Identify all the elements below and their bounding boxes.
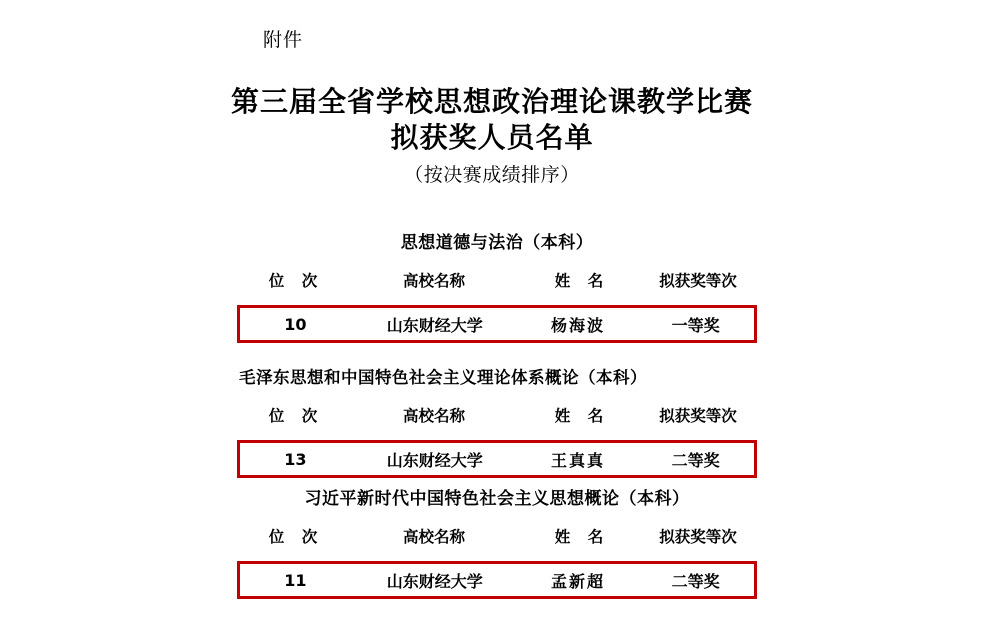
column-header-name: 姓 名 — [554, 528, 610, 546]
column-header-award: 拟获奖等次 — [659, 528, 737, 546]
column-header-rank: 位 次 — [268, 407, 324, 425]
cell-award: 二等奖 — [671, 571, 720, 591]
section-course-1 — [237, 228, 757, 343]
table-row — [237, 305, 757, 343]
column-header-name: 姓 名 — [554, 272, 610, 290]
cell-school: 山东财经大学 — [386, 571, 483, 591]
cell-award: 二等奖 — [671, 450, 720, 470]
cell-school: 山东财经大学 — [386, 315, 483, 335]
column-header-rank: 位 次 — [268, 272, 324, 290]
column-header-rank: 位 次 — [268, 528, 324, 546]
section-course-3 — [237, 484, 757, 599]
column-header-name: 姓 名 — [554, 407, 610, 425]
page-title-line2: 拟获奖人员名单 — [390, 121, 594, 154]
table-header-row — [237, 404, 757, 426]
table-row — [237, 561, 757, 599]
page-subtitle: （按决赛成绩排序） — [404, 164, 580, 186]
section-title: 思想道德与法治（本科） — [400, 233, 594, 253]
cell-rank: 13 — [284, 449, 307, 469]
column-header-school: 高校名称 — [402, 272, 465, 290]
attachment-label: 附件 — [263, 29, 304, 51]
cell-school: 山东财经大学 — [386, 450, 483, 470]
cell-name: 杨海波 — [551, 315, 606, 335]
section-course-2 — [237, 364, 757, 478]
column-header-award: 拟获奖等次 — [659, 272, 737, 290]
table-header-row — [237, 269, 757, 291]
table-header-row — [237, 525, 757, 547]
cell-rank: 10 — [284, 314, 307, 334]
column-header-school: 高校名称 — [402, 407, 465, 425]
table-row — [237, 440, 757, 478]
column-header-school: 高校名称 — [402, 528, 465, 546]
page-title-line1: 第三届全省学校思想政治理论课教学比赛 — [230, 85, 753, 118]
cell-name: 孟新超 — [551, 571, 606, 591]
cell-rank: 11 — [284, 570, 307, 590]
cell-award: 一等奖 — [671, 315, 720, 335]
page-title — [0, 84, 984, 156]
section-title: 毛泽东思想和中国特色社会主义理论体系概论（本科） — [239, 368, 647, 387]
cell-name: 王真真 — [551, 450, 606, 470]
section-title: 习近平新时代中国特色社会主义思想概论（本科） — [304, 489, 690, 509]
column-header-award: 拟获奖等次 — [659, 407, 737, 425]
